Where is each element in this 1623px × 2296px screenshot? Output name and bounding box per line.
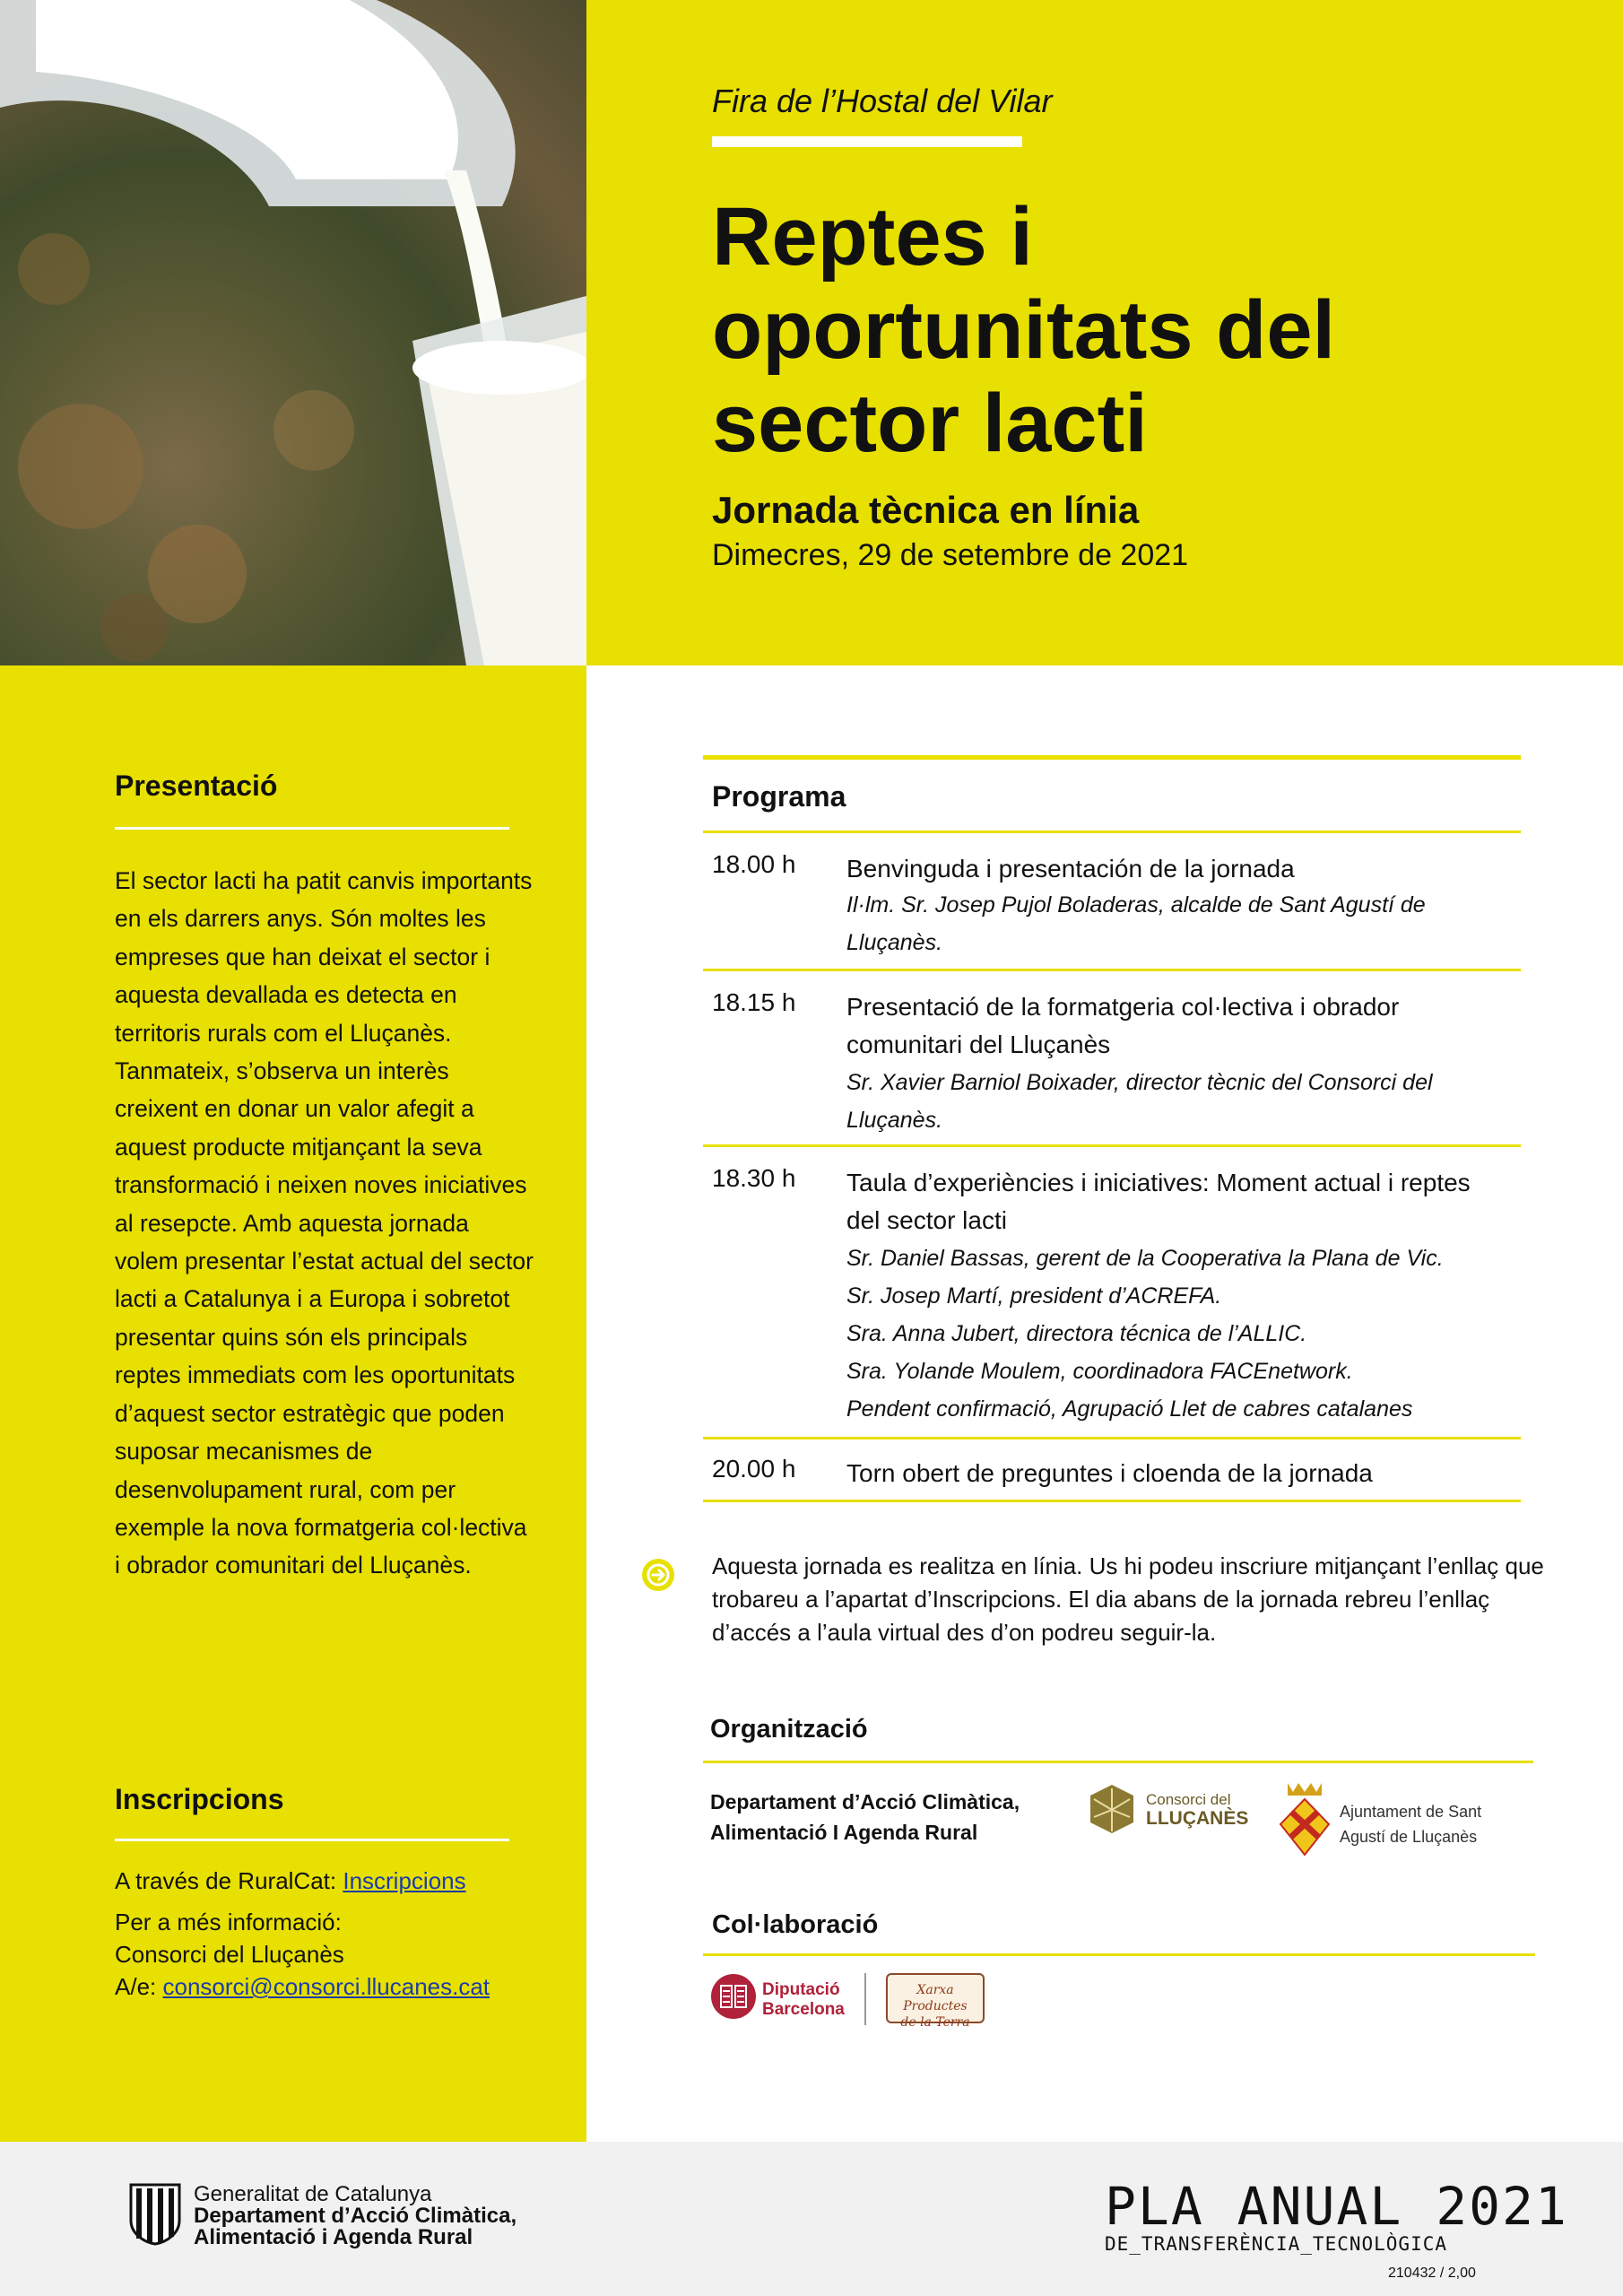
xarxa-productes-terra-logo [886,1973,985,2030]
gen-line2: Departament d’Acció Climàtica, [194,2204,517,2228]
programa-speaker: Sr. Xavier Barniol Boixader, director tècnic del Consorci del Lluçanès. [846,1070,1433,1133]
presentacio-heading: Presentació [115,770,278,802]
consorci-line1: Consorci del [1146,1791,1231,1808]
consorci-line2: LLUÇANÈS [1146,1808,1249,1829]
ajuntament-sant-agusti-logo [1277,1779,1482,1863]
presentacio-divider [115,827,509,830]
programa-row-divider [703,969,1521,971]
pla-anual-title: PLA ANUAL 2021 [1105,2176,1568,2237]
dept-accio-climatica-logo [710,1787,1020,1848]
programa-activity: Torn obert de preguntes i cloenda de la jornada [846,1459,1373,1487]
inscripcions-heading: Inscripcions [115,1783,284,1815]
programa-heading: Programa [712,780,846,813]
ajuntament-line1: Ajuntament de Sant [1340,1803,1482,1821]
page-title: Reptes i oportunitats del sector lacti [712,191,1336,469]
gen-line1: Generalitat de Catalunya [194,2182,432,2206]
ruralcat-line [115,1867,466,1895]
online-note: Aquesta jornada es realitza en línia. Us hi podeu inscriure mitjançant l’enllaç que trobareu a l’apartat d’Inscripcions. El dia abans de la jornada rebreu l’enllaç d’accés a l’aula virtual des d’on podreu seguir-la. [712,1552,1544,1646]
dept-line1: Departament d’Acció Climàtica, [710,1790,1020,1813]
xarxa-line1: Xarxa Productes [903,1983,968,2013]
dipu-line2: Barcelona [762,2000,845,2019]
ruralcat-prefix: A través de RuralCat: [115,1867,343,1894]
email-line [115,1973,490,2001]
diputacio-emblem-icon [710,1973,757,2020]
coat-of-arms-icon [1277,1779,1332,1858]
generalitat-text [194,2184,516,2248]
event-fair-name: Fira de l’Hostal del Vilar [712,83,1053,119]
programa-speaker: Pendent confirmació, Agrupació Llet de cabres catalanes [846,1396,1413,1422]
hero-banner [586,0,1623,665]
xarxa-line2: de la Terra [900,2015,970,2030]
event-type: Jornada tècnica en línia [712,489,1140,531]
organitzacio-rule [703,1761,1533,1763]
email-prefix: A/e: [115,1973,163,2000]
programa-time: 18.00 h [712,850,796,878]
programa-speaker: Sra. Yolande Moulem, coordinadora FACEnetwork. [846,1359,1353,1384]
programa-row-divider [703,1500,1521,1502]
programa-row-divider [703,1144,1521,1147]
colaboracio-rule [703,1953,1535,1956]
diputacio-barcelona-logo [710,1973,845,2024]
programa-time: 20.00 h [712,1455,796,1483]
email-link[interactable]: consorci@consorci.llucanes.cat [162,1973,490,2000]
programa-speaker: Sr. Daniel Bassas, gerent de la Cooperativa la Plana de Vic. [846,1246,1444,1271]
programa-activity: Benvinguda i presentación de la jornada [846,855,1295,883]
pla-anual-subtitle: DE_TRANSFERÈNCIA_TECNOLÒGICA [1105,2233,1448,2255]
organitzacio-heading: Organització [710,1715,868,1744]
generalitat-emblem-icon [127,2181,183,2246]
programa-top-rule [703,755,1521,760]
inscripcions-link[interactable]: Inscripcions [343,1867,466,1894]
inscripcions-divider [115,1839,509,1841]
programa-speaker: Sr. Josep Martí, president d’ACREFA. [846,1283,1222,1309]
dipu-line1: Diputació [762,1980,840,1999]
gen-line3: Alimentació i Agenda Rural [194,2225,473,2249]
programa-heading-rule [703,831,1521,833]
programa-speaker: Sra. Anna Jubert, directora técnica de l’ALLIC. [846,1321,1307,1346]
document-code: 210432 / 2,00 [1388,2266,1476,2281]
colaboracio-heading: Col·laboració [712,1910,879,1939]
programa-activity: Presentació de la formatgeria col·lectiva i obrador comunitari del Lluçanès [846,993,1400,1058]
milk-pouring-photo [0,0,586,665]
event-date: Dimecres, 29 de setembre de 2021 [712,538,1189,572]
left-sidebar [0,665,586,2142]
programa-speaker: Il·lm. Sr. Josep Pujol Boladeras, alcalde de Sant Agustí de Lluçanès. [846,892,1426,955]
info-org: Consorci del Lluçanès [115,1941,344,1968]
consorci-llucanes-logo [1087,1783,1249,1839]
ajuntament-line2: Agustí de Lluçanès [1340,1828,1478,1846]
consorci-leaf-icon [1087,1783,1137,1835]
programa-time: 18.15 h [712,988,796,1016]
hero-divider [712,136,1022,147]
logo-divider [864,1973,866,2025]
dept-line2: Alimentació I Agenda Rural [710,1821,978,1844]
info-label: Per a més informació: [115,1909,342,1935]
footer [0,2142,1623,2296]
programa-row-divider [703,1437,1521,1439]
programa-time: 18.30 h [712,1164,796,1192]
milk-pouring-illustration [0,0,586,665]
programa-activity: Taula d’experiències i iniciatives: Moment actual i reptes del sector lacti [846,1169,1471,1234]
presentacio-body: El sector lacti ha patit canvis importants en els darrers anys. Són moltes les empreses que han deixat el sector i aquesta devallada es detecta en territoris rurals com el Lluçanès. Tanmateix, s’observa un interès creixent en donar un valor afegit a aquest producte mitjançant la seva transformació i neixen noves iniciatives al resepcte. Amb aquesta jornada volem presentar l’estat actual del sector lacti a Catalunya i a Europa i sobretot presentar quins són els principals reptes immediats com les oportunitats d’aquest sector estratègic que poden suposar mecanismes de desenvolupament rural, com per exemple la nova formatgeria col·lectiva i obrador comunitari del Lluçanès. [115,867,534,1579]
arrow-right-circle-icon [642,1559,674,1591]
